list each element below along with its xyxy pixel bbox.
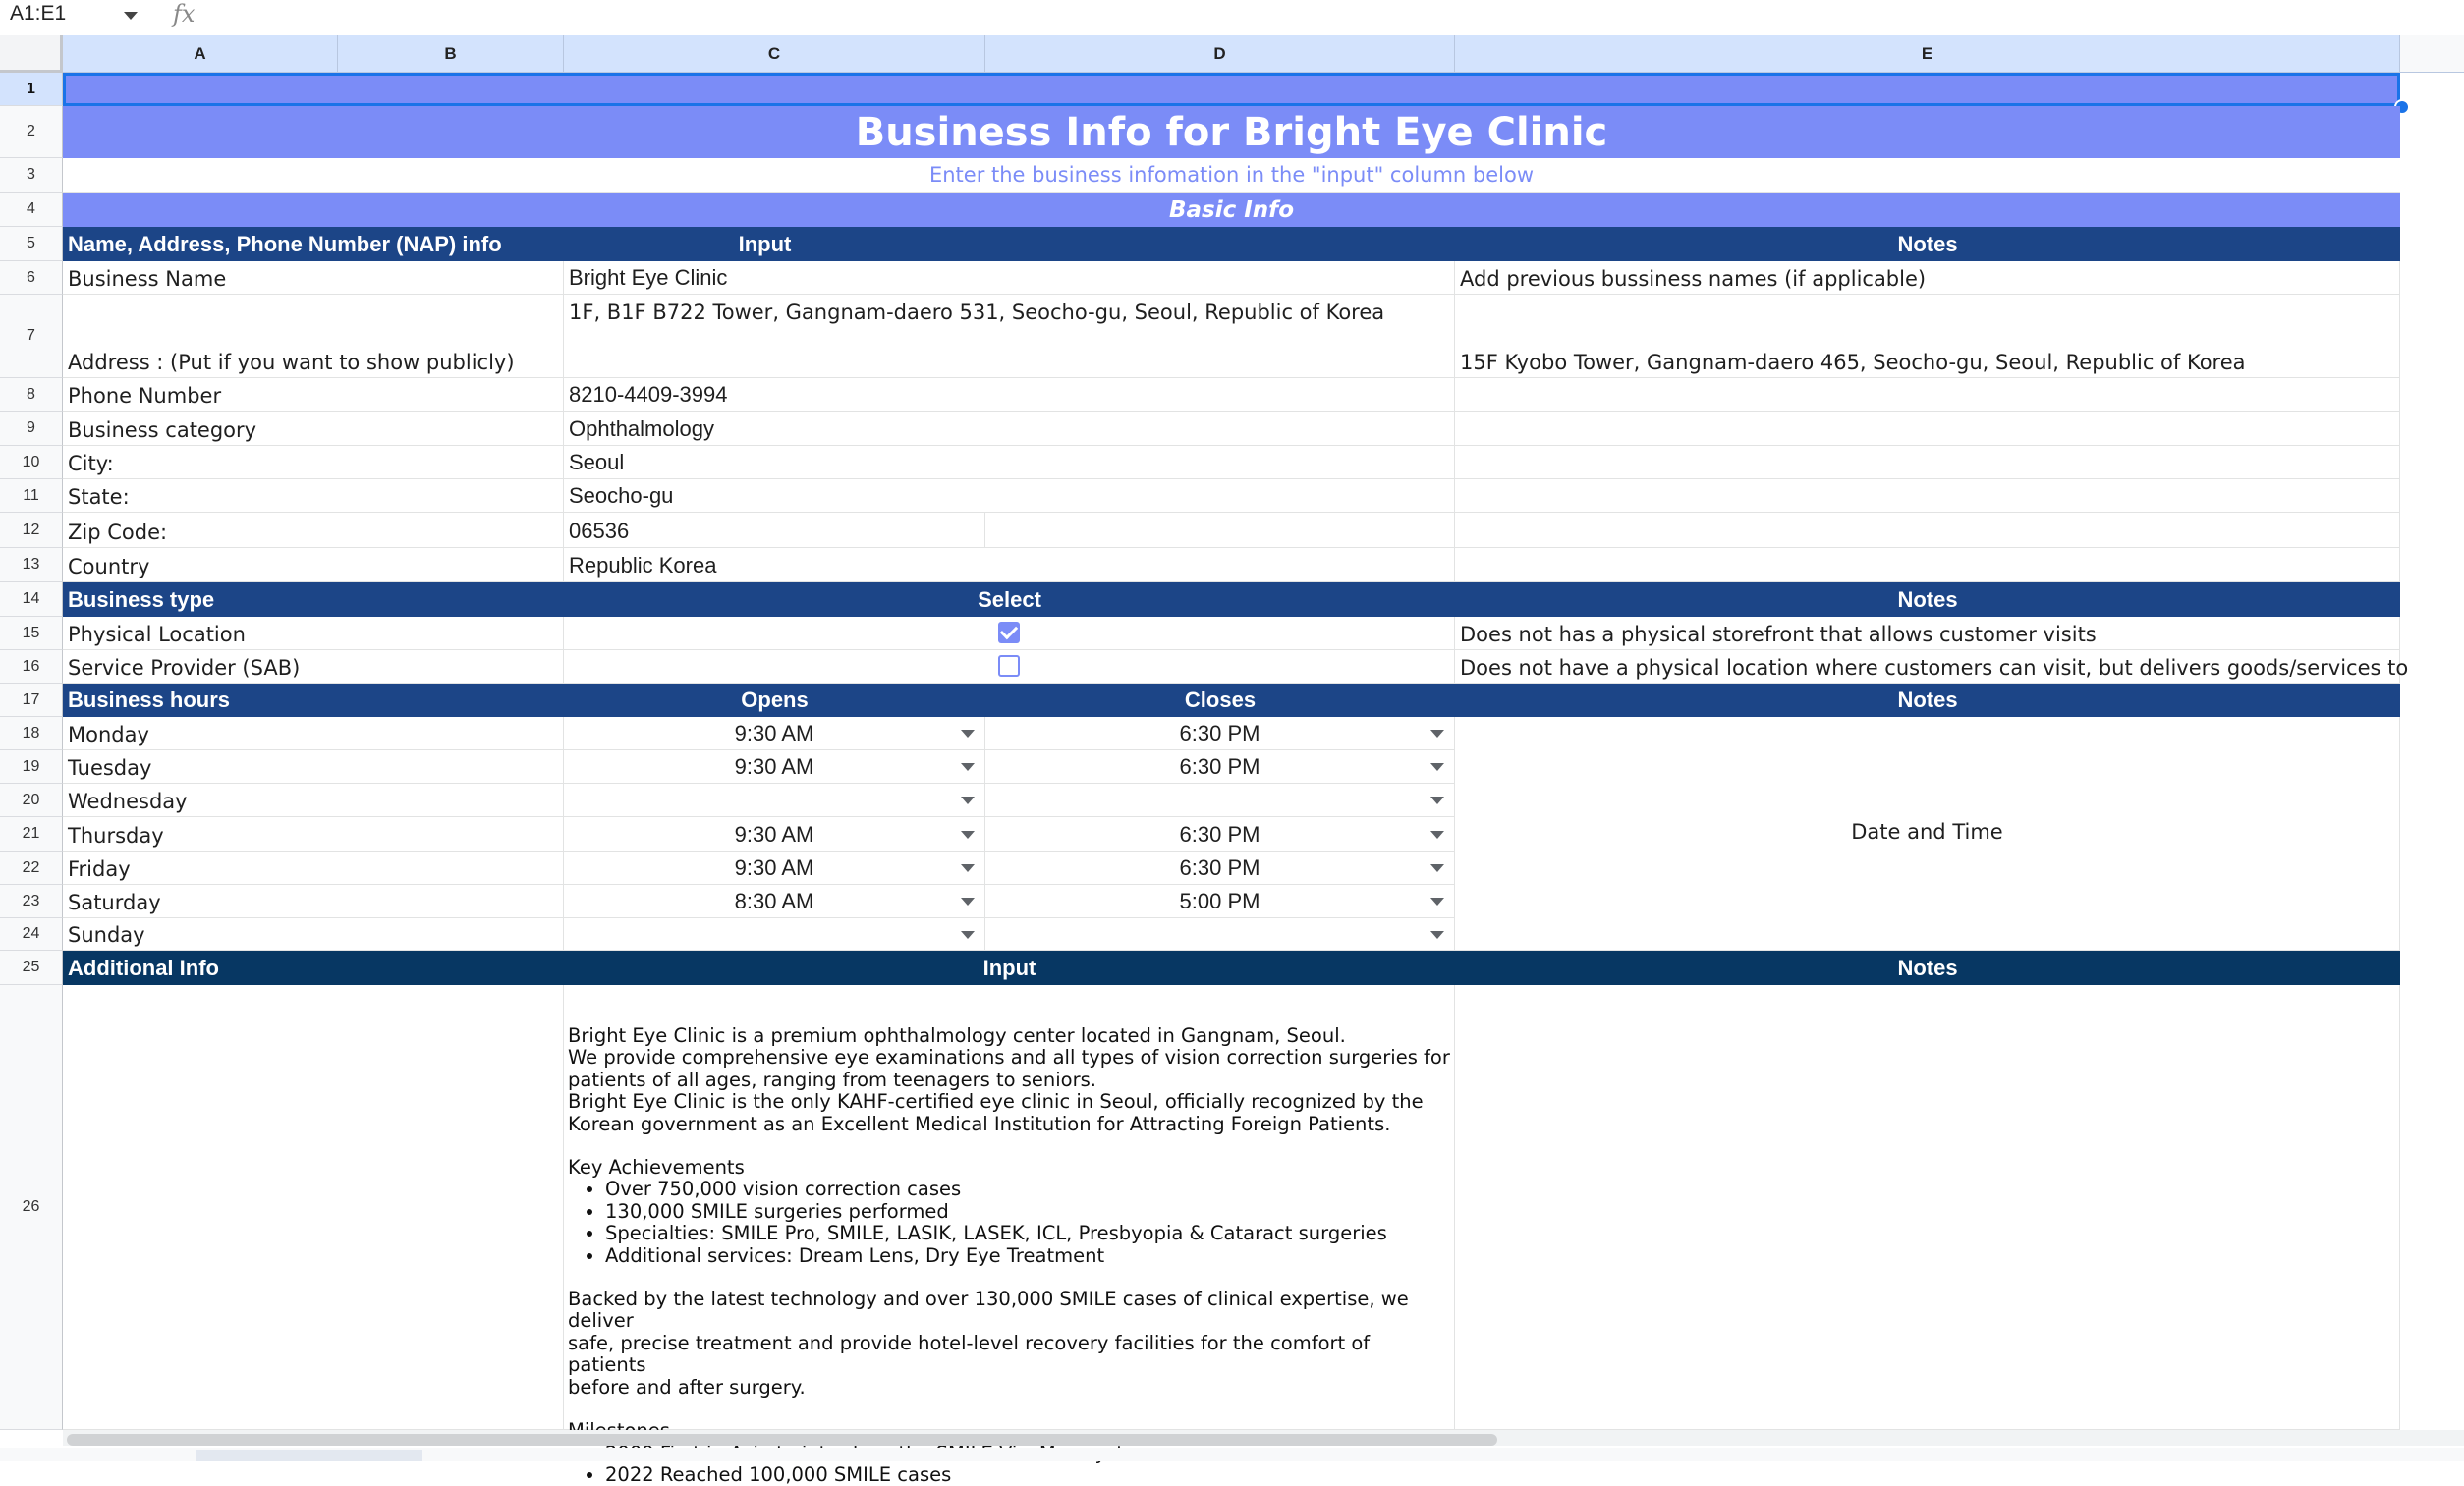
row-header-1[interactable]: 1 [0,73,63,106]
hours-closes-value: 6:30 PM [1180,754,1260,780]
hours-day-label[interactable]: Friday [63,852,564,885]
hours-day-label[interactable]: Saturday [63,885,564,918]
achievements-list [568,1179,1452,1267]
description-line: patients of all ages, ranging from teenagers to seniors. [568,1070,1452,1091]
hours-opens-value: 9:30 AM [735,822,814,848]
row-header-22[interactable]: 22 [0,852,63,885]
row-header-26[interactable]: 26 [0,985,63,1430]
business-type-header-notes[interactable]: Notes [1455,582,2400,617]
page-title: Business Info for Bright Eye Clinic [856,110,1608,155]
nap-note[interactable] [1455,412,2400,446]
hours-header-opens[interactable]: Opens [564,684,985,717]
hours-note[interactable]: Date and Time [1455,717,2400,951]
hours-opens-value: 9:30 AM [735,855,814,881]
description-backed [568,1289,1452,1399]
row-header-8[interactable]: 8 [0,378,63,412]
hours-closes-dropdown[interactable] [985,784,1455,817]
nap-label[interactable]: State: [63,479,564,513]
nap-input[interactable]: Seoul [564,446,1455,479]
row-header-11[interactable]: 11 [0,479,63,513]
list-item: • Over 750,000 vision correction cases [605,1179,1452,1200]
nap-input-extra[interactable] [985,513,1455,548]
row-header-9[interactable]: 9 [0,412,63,446]
nap-input[interactable]: 06536 [564,513,985,548]
nap-input[interactable]: Ophthalmology [564,412,1455,446]
description-line: Bright Eye Clinic is a premium ophthalmology center located in Gangnam, Seoul. [568,1025,1452,1047]
nap-note[interactable]: Add previous bussiness names (if applicable) [1455,261,2400,295]
row-header-19[interactable]: 19 [0,750,63,784]
additional-notes-cell[interactable] [1455,985,2400,1430]
row-header-12[interactable]: 12 [0,513,63,548]
chevron-down-icon[interactable] [1430,864,1444,872]
chevron-down-icon[interactable] [1430,931,1444,939]
row-header-15[interactable]: 15 [0,617,63,650]
chevron-down-icon[interactable] [1430,797,1444,804]
business-type-label[interactable]: Service Provider (SAB) [63,650,564,684]
chevron-down-icon[interactable] [961,831,975,839]
additional-header-input[interactable]: Input [564,951,1455,985]
nap-header-row [63,227,2400,261]
column-header-d[interactable]: D [985,35,1455,73]
row-header-18[interactable]: 18 [0,717,63,750]
hours-day-label[interactable]: Tuesday [63,750,564,784]
hours-closes-value: 6:30 PM [1180,855,1260,881]
basic-info-label: Basic Info [1169,197,1294,223]
nap-input[interactable]: Republic Korea [564,548,1455,582]
business-type-note[interactable]: Does not has a physical storefront that allows customer visits [1455,617,2400,650]
hours-closes-dropdown[interactable] [985,750,1455,784]
chevron-down-icon[interactable] [1430,831,1444,839]
chevron-down-icon[interactable] [1430,898,1444,906]
additional-header-row [63,951,2400,985]
row-header-2[interactable]: 2 [0,106,63,158]
hours-closes-value: 5:00 PM [1180,889,1260,914]
name-box[interactable]: A1:E1 [10,2,66,26]
hours-header-label[interactable]: Business hours [63,684,564,717]
row-header-14[interactable]: 14 [0,582,63,617]
hours-opens-value: 9:30 AM [735,721,814,746]
column-header-b[interactable]: B [338,35,564,73]
chevron-down-icon[interactable] [961,763,975,771]
row-header-16[interactable]: 16 [0,650,63,684]
nap-input[interactable]: 1F, B1F B722 Tower, Gangnam-daero 531, Seocho-gu, Seoul, Republic of Korea [564,295,1455,378]
hours-closes-dropdown[interactable] [985,918,1455,951]
nap-label[interactable]: Zip Code: [63,513,564,548]
nap-label[interactable]: City: [63,446,564,479]
sheet-tab[interactable] [196,1450,422,1461]
nap-label[interactable]: Country [63,548,564,582]
checkbox-icon[interactable] [998,655,1020,677]
nap-note[interactable] [1455,446,2400,479]
hours-closes-dropdown[interactable] [985,852,1455,885]
description-line: safe, precise treatment and provide hotel-level recovery facilities for the comfort of patients [568,1333,1452,1377]
column-header-e[interactable]: E [1455,35,2400,73]
chevron-down-icon[interactable] [1430,730,1444,738]
column-header-c[interactable]: C [564,35,985,73]
nap-header-label[interactable]: Name, Address, Phone Number (NAP) info [63,227,564,261]
row-header-4[interactable]: 4 [0,193,63,227]
chevron-down-icon[interactable] [961,898,975,906]
hours-closes-value: 6:30 PM [1180,721,1260,746]
hours-day-label[interactable]: Monday [63,717,564,750]
checkbox-icon[interactable] [998,622,1020,643]
list-item: • 130,000 SMILE surgeries performed [605,1201,1452,1223]
formula-bar [0,0,2464,33]
description-line: We provide comprehensive eye examinations and all types of vision correction surgeries for [568,1047,1452,1069]
hours-closes-value: 6:30 PM [1180,822,1260,848]
description-line: Bright Eye Clinic is the only KAHF-certified eye clinic in Seoul, officially recognized by the [568,1091,1452,1113]
select-all-corner[interactable] [0,35,63,73]
hours-closes-dropdown[interactable] [985,885,1455,918]
hours-header-closes[interactable]: Closes [985,684,1455,717]
list-item: • 2022 Reached 100,000 SMILE cases [605,1464,1452,1486]
nap-label[interactable]: Business Name [63,261,564,295]
basic-info-band[interactable] [63,193,2400,227]
row-header-5[interactable]: 5 [0,227,63,261]
hours-day-label[interactable]: Sunday [63,918,564,951]
hours-opens-value: 8:30 AM [735,889,814,914]
hours-opens-dropdown[interactable] [564,750,985,784]
nap-note[interactable] [1455,479,2400,513]
business-type-label[interactable]: Physical Location [63,617,564,650]
nap-header-input[interactable]: Input [564,227,966,261]
hours-opens-dropdown[interactable] [564,852,985,885]
hours-header-row [63,684,2400,717]
hours-opens-dropdown[interactable] [564,817,985,852]
nap-label[interactable]: Address : (Put if you want to show publicly) [63,295,564,378]
horizontal-scrollbar[interactable] [67,1434,1497,1446]
row-header-3[interactable]: 3 [0,158,63,193]
chevron-down-icon[interactable] [961,730,975,738]
nap-note[interactable]: 15F Kyobo Tower, Gangnam-daero 465, Seocho-gu, Seoul, Republic of Korea [1455,295,2400,378]
description-line: Backed by the latest technology and over 130,000 SMILE cases of clinical expertise, we deliver [568,1289,1452,1333]
hours-opens-dropdown[interactable] [564,717,985,750]
description-intro [568,1025,1452,1135]
nap-input[interactable]: Seocho-gu [564,479,1455,513]
chevron-down-icon[interactable] [124,12,138,20]
additional-header-notes[interactable]: Notes [1455,951,2400,985]
achievements-title: Key Achievements [568,1157,1452,1179]
column-header-a[interactable]: A [63,35,338,73]
additional-description [568,1025,1452,1430]
hours-closes-dropdown[interactable] [985,817,1455,852]
hours-day-label[interactable]: Thursday [63,817,564,852]
business-type-select-cell[interactable] [564,617,1455,650]
hours-opens-dropdown[interactable] [564,784,985,817]
column-header-blank [2400,35,2464,73]
hours-closes-dropdown[interactable] [985,717,1455,750]
business-type-header-select[interactable]: Select [564,582,1455,617]
subtitle: Enter the business infomation in the "input" column below [929,163,1534,187]
business-type-note[interactable]: Does not have a physical location where customers can visit, but delivers goods/services to [1455,650,2400,684]
hours-opens-dropdown[interactable] [564,918,985,951]
row-header-10[interactable]: 10 [0,446,63,479]
description-line: before and after surgery. [568,1377,1452,1399]
additional-label-cell[interactable] [63,985,564,1430]
nap-note[interactable] [1455,378,2400,412]
nap-label[interactable]: Business category [63,412,564,446]
row-header-7[interactable]: 7 [0,295,63,378]
chevron-down-icon[interactable] [961,931,975,939]
nap-header-notes[interactable]: Notes [1455,227,2400,261]
row-header-21[interactable]: 21 [0,817,63,852]
selected-range-a1-e1[interactable] [63,73,2400,106]
hours-opens-value: 9:30 AM [735,754,814,780]
chevron-down-icon[interactable] [961,864,975,872]
row-header-24[interactable]: 24 [0,918,63,951]
nap-note[interactable] [1455,548,2400,582]
hours-header-notes[interactable]: Notes [1455,684,2400,717]
nap-input[interactable]: 8210-4409-3994 [564,378,1455,412]
title-band[interactable] [63,106,2400,158]
nap-label[interactable]: Phone Number [63,378,564,412]
row-header-23[interactable]: 23 [0,885,63,918]
subtitle-cell[interactable] [63,158,2400,193]
list-item: • Specialties: SMILE Pro, SMILE, LASIK, LASEK, ICL, Presbyopia & Cataract surgeries [605,1223,1452,1244]
hours-opens-dropdown[interactable] [564,885,985,918]
chevron-down-icon[interactable] [961,797,975,804]
row-header-17[interactable]: 17 [0,684,63,717]
business-type-header-row [63,582,2400,617]
additional-header-label[interactable]: Additional Info [63,951,564,985]
hours-day-label[interactable]: Wednesday [63,784,564,817]
nap-input[interactable]: Bright Eye Clinic [564,261,1455,295]
chevron-down-icon[interactable] [1430,763,1444,771]
business-type-select-cell[interactable] [564,650,1455,684]
description-line: Korean government as an Excellent Medical Institution for Attracting Foreign Patients. [568,1114,1452,1135]
row-header-6[interactable]: 6 [0,261,63,295]
list-item: • Additional services: Dream Lens, Dry Eye Treatment [605,1245,1452,1267]
row-header-25[interactable]: 25 [0,951,63,985]
row-header-13[interactable]: 13 [0,548,63,582]
business-type-header-label[interactable]: Business type [63,582,564,617]
nap-note[interactable] [1455,513,2400,548]
row-header-20[interactable]: 20 [0,784,63,817]
fx-icon: fx [173,0,195,28]
